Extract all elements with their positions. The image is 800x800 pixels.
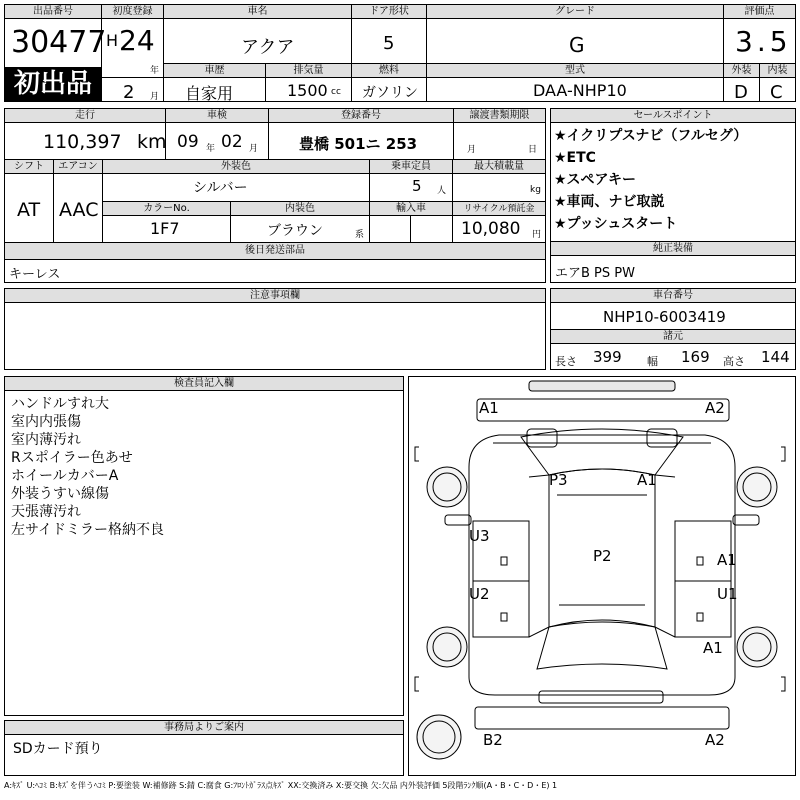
doors: 5: [383, 33, 395, 54]
color-no: 1F7: [150, 219, 180, 238]
era: H: [106, 31, 119, 50]
fuel: ガソリン: [362, 85, 418, 101]
aircon-label: エアコン: [54, 160, 102, 174]
model: DAA-NHP10: [533, 81, 627, 100]
score-label: 評価点: [724, 5, 795, 19]
mark-rear-left: B2: [483, 731, 503, 749]
chassis-number: NHP10-6003419: [603, 308, 726, 326]
later-parts-value: キーレス: [9, 267, 61, 282]
insp-month-unit: 月: [249, 144, 259, 154]
mark-door-r-front: A1: [717, 551, 737, 569]
office-value: SDカード預り: [13, 741, 103, 757]
sales-point-item: ★ETC: [554, 150, 596, 166]
ext-color: シルバー: [193, 180, 248, 196]
grade: G: [569, 33, 585, 57]
car-name-label: 車名: [164, 5, 351, 19]
recycle: 10,080: [461, 219, 521, 239]
score: 3.5: [735, 25, 792, 58]
insp-year-unit: 年: [206, 144, 216, 154]
mark-door-l-front: U3: [469, 527, 490, 545]
standard-equip-label: 純正装備: [551, 242, 795, 256]
inspector-note: ホイールカバーA: [11, 468, 119, 484]
width-value: 169: [681, 348, 710, 366]
transfer-day: 日: [528, 145, 538, 155]
sales-points-block: [550, 108, 796, 242]
mark-hood-right: A1: [637, 471, 657, 489]
sales-point-item: ★プッシュスタート: [554, 216, 678, 232]
int-color: ブラウン: [267, 223, 323, 239]
chassis-block: [550, 288, 796, 370]
standard-equip-block: [550, 241, 796, 283]
chassis-label: 車台番号: [551, 289, 795, 303]
reg-year: 24: [119, 24, 155, 57]
load-label: 最大積載量: [453, 160, 545, 174]
transfer-label: 譲渡書類期限: [454, 109, 545, 123]
sales-point-item: ★車両、ナビ取説: [554, 194, 665, 210]
mileage: 110,397: [43, 131, 122, 153]
insp-year: 09: [177, 132, 199, 152]
lot-label: 出品番号: [5, 5, 101, 19]
import-label: 輸入車: [370, 202, 452, 216]
aircon: AAC: [59, 199, 99, 221]
reg-month: 2: [123, 82, 135, 103]
sales-point-item: ★スペアキー: [554, 172, 636, 188]
height-label: 高さ: [723, 355, 745, 368]
office-label: 事務局よりご案内: [5, 721, 403, 735]
inspector-note: 室内薄汚れ: [11, 432, 81, 448]
color-no-label: カラーNo.: [103, 202, 230, 216]
ext-score: D: [734, 82, 748, 103]
fuel-label: 燃料: [352, 64, 426, 78]
length-value: 399: [593, 348, 622, 366]
inspector-note: 外装うすい線傷: [11, 486, 109, 502]
legend: A:ｷｽﾞ U:ﾍｺﾐ B:ｷｽﾞを伴うﾍｺﾐ P:要塗装 W:補修跡 S:錆 C:腐食 G:ﾌﾛﾝﾄｶﾞﾗｽ点ｷｽﾞ XX:交換済み X:要交換 欠:欠品 内外装評価 5段階ﾗﾝｸ順(A・B・C・D・E) 1: [4, 781, 558, 790]
capacity-unit: 人: [437, 186, 447, 196]
later-parts-block: [4, 259, 546, 283]
mark-door-r-rear: U1: [717, 585, 738, 603]
int-color-label: 内装色: [231, 202, 369, 216]
mileage-unit: km: [137, 131, 167, 153]
mark-rear-right: A2: [705, 731, 725, 749]
mark-hood-left: P3: [549, 471, 568, 489]
plate: 豊橋 501ニ 253: [299, 135, 418, 153]
displacement: 1500: [287, 81, 328, 100]
month-unit: 月: [150, 92, 160, 102]
first-listing-badge: 初出品: [5, 67, 101, 102]
inspector-note: 天張薄汚れ: [11, 504, 81, 520]
history: 自家用: [185, 84, 234, 103]
recycle-unit: 円: [532, 230, 542, 240]
header-block: [4, 4, 796, 102]
displacement-unit: cc: [331, 87, 341, 97]
car-name: アクア: [241, 37, 295, 58]
sales-point-item: ★イクリプスナビ（フルセグ）: [554, 128, 748, 144]
office-block: [4, 720, 404, 776]
int-color-unit: 系: [355, 230, 365, 240]
grade-label: グレード: [427, 5, 723, 19]
plate-label: 登録番号: [269, 109, 453, 123]
int-label: 内装: [760, 64, 795, 78]
width-label: 幅: [647, 355, 658, 368]
inspector-label: 検査員記入欄: [5, 377, 403, 391]
specs-label: 諸元: [551, 330, 795, 344]
inspector-note: ハンドルすれ大: [11, 396, 109, 412]
sales-points-label: セールスポイント: [551, 109, 795, 123]
capacity-label: 乗車定員: [370, 160, 452, 174]
shift: AT: [17, 199, 41, 221]
capacity: 5: [412, 177, 422, 195]
vehicle-info-block: [4, 108, 546, 260]
shift-label: シフト: [5, 160, 53, 174]
displacement-label: 排気量: [266, 64, 351, 78]
recycle-label: リサイクル預託金: [453, 202, 545, 216]
int-score: C: [770, 82, 783, 103]
history-label: 車歴: [164, 64, 265, 78]
mark-door-l-rear: U2: [469, 585, 490, 603]
later-parts-label: 後日発送部品: [5, 243, 545, 259]
ext-label: 外装: [724, 64, 759, 78]
length-label: 長さ: [555, 355, 577, 368]
inspector-note: 左サイドミラー格納不良: [11, 522, 165, 538]
caution-label: 注意事項欄: [5, 289, 545, 303]
height-value: 144: [761, 348, 790, 366]
inspector-note: 室内内張傷: [11, 414, 81, 430]
transfer-month: 月: [467, 145, 477, 155]
door-label: ドア形状: [352, 5, 426, 19]
mark-front-left: A1: [479, 399, 499, 417]
inspection-label: 車検: [166, 109, 268, 123]
car-outline: [409, 377, 795, 775]
ext-color-label: 外装色: [103, 160, 369, 174]
inspector-note: Rスポイラー色あせ: [11, 450, 133, 466]
mark-roof: P2: [593, 547, 612, 565]
mark-front-right: A2: [705, 399, 725, 417]
load-unit: kg: [530, 185, 541, 195]
caution-block: [4, 288, 546, 370]
standard-equip-value: エアB PS PW: [555, 266, 635, 281]
car-diagram: [408, 376, 796, 776]
mileage-label: 走行: [5, 109, 165, 123]
lot-number: 30477: [11, 25, 107, 60]
year-unit: 年: [150, 66, 160, 76]
first-reg-label: 初度登録: [102, 5, 163, 19]
inspector-block: [4, 376, 404, 716]
insp-month: 02: [221, 132, 243, 152]
model-label: 型式: [427, 64, 723, 78]
mark-rear-fender-r: A1: [703, 639, 723, 657]
